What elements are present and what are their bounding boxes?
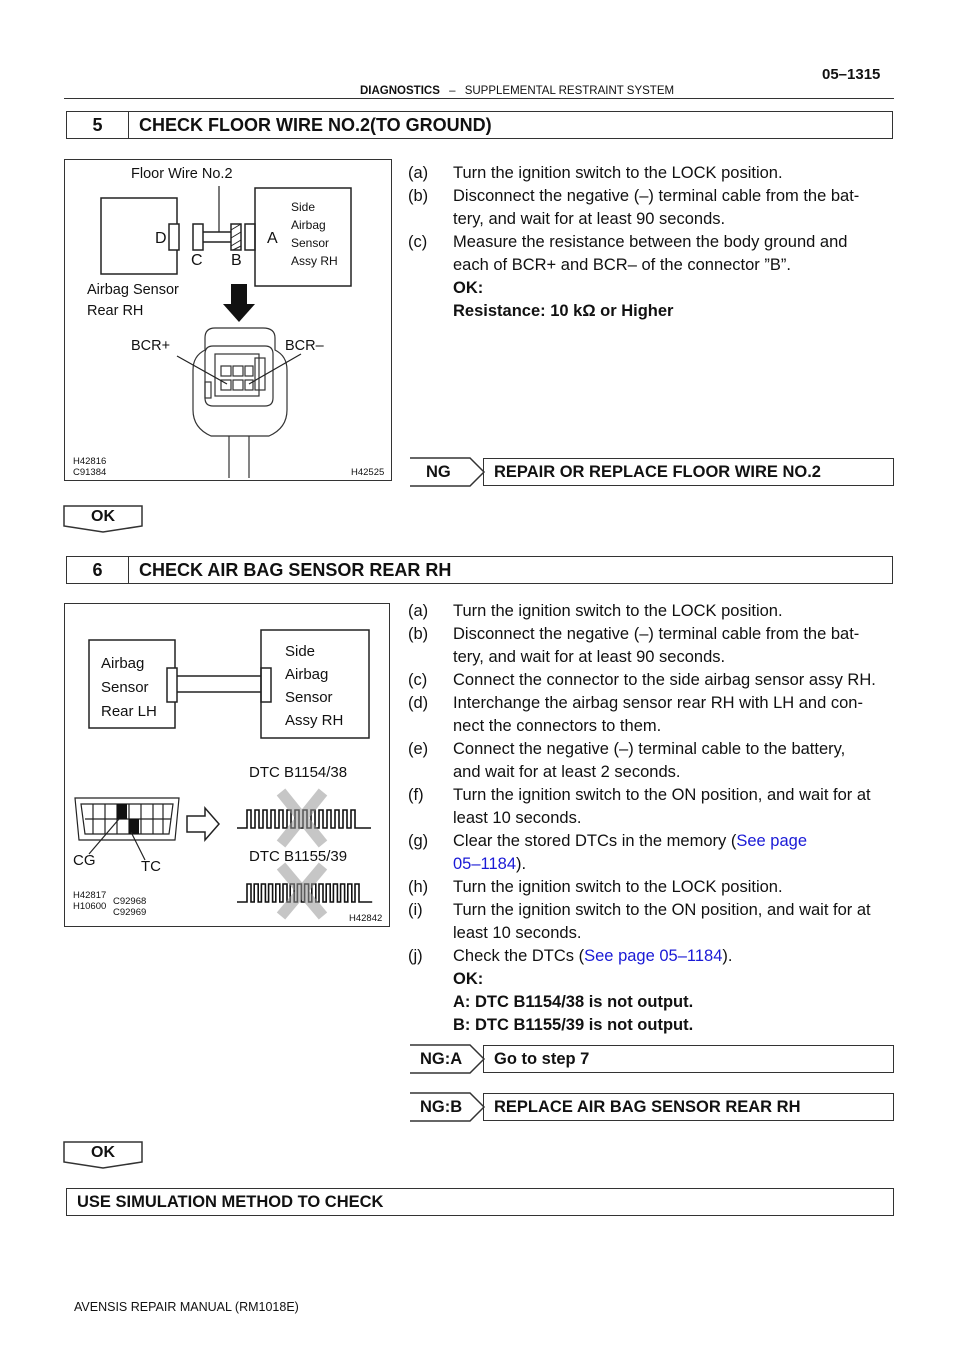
- instruction-item: [408, 669, 895, 692]
- manual-footer: AVENSIS REPAIR MANUAL (RM1018E): [74, 1300, 299, 1314]
- ng-arrow-icon: [410, 456, 486, 488]
- figure-code-right: H42842: [349, 913, 383, 924]
- side-airbag-line2: Airbag: [291, 218, 326, 232]
- item-label: (c): [408, 671, 428, 689]
- step-5-ok: [408, 277, 895, 323]
- item-text-continued: tery, and wait for at least 90 seconds.: [453, 210, 726, 228]
- step-5-figure: [64, 159, 392, 481]
- figure-codes-left: [73, 890, 106, 912]
- cg-terminal-label: CG: [73, 852, 96, 869]
- instruction-item: [408, 738, 895, 784]
- see-page-link[interactable]: See page 05–1184: [584, 947, 723, 965]
- lh-line1: Airbag: [101, 655, 145, 672]
- step-number: 5: [67, 112, 129, 138]
- item-text-end: ).: [722, 947, 733, 965]
- item-label: (g): [408, 832, 429, 850]
- item-text: Check the DTCs (: [453, 947, 585, 965]
- item-label: (a): [408, 164, 429, 182]
- item-label: (b): [408, 625, 429, 643]
- step-5-header: [66, 111, 893, 139]
- item-text: Turn the ignition switch to the LOCK position.: [453, 602, 783, 620]
- ok-criterion-a: A: DTC B1154/38 is not output.: [453, 993, 694, 1011]
- step-6-list-2: [408, 876, 895, 945]
- ok-label: OK:: [453, 279, 484, 297]
- dtc2-label: DTC B1155/39: [249, 848, 348, 865]
- bcr-plus-label: BCR+: [131, 338, 171, 354]
- rh-line1: Side: [285, 643, 316, 660]
- figure-code: H42816: [73, 456, 107, 467]
- side-airbag-sensor-label: [291, 198, 338, 270]
- step-6-item-g: [408, 830, 895, 876]
- ok-label: OK:: [453, 970, 484, 988]
- ok-button-label: OK: [91, 1144, 115, 1161]
- see-page-link[interactable]: See page: [736, 832, 807, 850]
- instruction-item: [408, 876, 895, 899]
- subsection-name: SUPPLEMENTAL RESTRAINT SYSTEM: [464, 85, 675, 97]
- item-text: Clear the stored DTCs in the memory (: [453, 832, 737, 850]
- bcr-minus-label: BCR–: [285, 338, 324, 354]
- ngb-action-box: REPLACE AIR BAG SENSOR REAR RH: [483, 1093, 894, 1121]
- step-6-header: [66, 556, 893, 584]
- step-6-list: [408, 600, 895, 830]
- figure-code: C91384: [73, 467, 107, 478]
- item-label: (d): [408, 694, 429, 712]
- figure-codes-mid: [113, 896, 146, 918]
- step-5-list: [408, 162, 895, 277]
- nga-action-box: Go to step 7: [483, 1045, 894, 1073]
- step-6-ok: [408, 968, 895, 1037]
- item-label: (e): [408, 740, 429, 758]
- rh-line4: Assy RH: [285, 712, 344, 729]
- item-text: Turn the ignition switch to the LOCK position.: [453, 878, 783, 896]
- step-title: CHECK FLOOR WIRE NO.2(TO GROUND): [139, 115, 492, 135]
- rh-line2: Airbag: [285, 666, 329, 683]
- section-separator: –: [449, 85, 456, 97]
- item-text: Disconnect the negative (–) terminal cable from the bat-: [453, 187, 860, 205]
- rh-line3: Sensor: [285, 689, 333, 706]
- final-action-box: USE SIMULATION METHOD TO CHECK: [66, 1188, 894, 1216]
- page-ref-link[interactable]: 05–1184: [453, 855, 517, 873]
- item-text: Turn the ignition switch to the ON position, and wait for at: [453, 786, 871, 804]
- figure-code: C92969: [113, 907, 147, 918]
- floor-wire-label: Floor Wire No.2: [131, 166, 233, 182]
- connector-body-drawing: [193, 328, 287, 478]
- figure-code: C92968: [113, 896, 147, 907]
- instruction-item: [408, 600, 895, 623]
- instruction-item: [408, 899, 895, 945]
- step-title: CHECK AIR BAG SENSOR REAR RH: [139, 560, 452, 580]
- connector-a-label: A: [267, 230, 278, 247]
- instruction-item: [408, 692, 895, 738]
- ng-action-box: REPAIR OR REPLACE FLOOR WIRE NO.2: [483, 458, 894, 486]
- ok-criterion-b: B: DTC B1155/39 is not output.: [453, 1016, 694, 1034]
- side-airbag-line3: Sensor: [291, 236, 330, 250]
- ngb-tag: NG:B: [420, 1098, 463, 1116]
- ok-criterion: Resistance: 10 kΩ or Higher: [453, 302, 674, 320]
- item-text: Interchange the airbag sensor rear RH with LH and con-: [453, 694, 863, 712]
- ok-button-label: OK: [91, 508, 115, 525]
- tc-terminal-label: TC: [141, 858, 161, 875]
- connector-c-label: C: [191, 252, 203, 269]
- airbag-rear-line2: Rear RH: [87, 303, 144, 319]
- item-label: (j): [408, 947, 423, 965]
- item-label: (c): [408, 233, 428, 251]
- airbag-sensor-rear-rh-label: [87, 280, 179, 322]
- step-6-item-j: [408, 945, 895, 968]
- dtc1-label: DTC B1154/38: [249, 764, 348, 781]
- item-label: (h): [408, 878, 429, 896]
- figure-code-right: H42525: [351, 467, 385, 478]
- section-name: DIAGNOSTICS: [360, 85, 440, 97]
- side-airbag-line1: Side: [291, 200, 316, 214]
- item-label: (b): [408, 187, 429, 205]
- item-text: Turn the ignition switch to the ON position, and wait for at: [453, 901, 871, 919]
- item-text-continued: least 10 seconds.: [453, 924, 582, 942]
- step-6-instructions: [408, 600, 895, 1037]
- item-label: (i): [408, 901, 423, 919]
- airbag-sensor-rear-lh-label: [101, 652, 157, 724]
- figure-code: H42817: [73, 890, 107, 901]
- item-text-continued: and wait for at least 2 seconds.: [453, 763, 681, 781]
- lh-line3: Rear LH: [101, 703, 157, 720]
- figure-code: H10600: [73, 901, 107, 912]
- connector-b-label: B: [231, 252, 242, 269]
- side-airbag-line4: Assy RH: [291, 254, 338, 268]
- instruction-item: [408, 162, 895, 185]
- item-text-continued: tery, and wait for at least 90 seconds.: [453, 648, 726, 666]
- header-rule: [64, 98, 894, 99]
- item-text-continued: each of BCR+ and BCR– of the connector ”B”.: [453, 256, 791, 274]
- figure-codes-left: [73, 456, 106, 478]
- side-airbag-sensor-assy-label: [285, 640, 343, 732]
- airbag-rear-line1: Airbag Sensor: [87, 282, 179, 298]
- section-header: [360, 85, 674, 97]
- item-text-end: ).: [516, 855, 527, 873]
- item-text: Connect the negative (–) terminal cable to the battery,: [453, 740, 846, 758]
- item-text: Disconnect the negative (–) terminal cable from the bat-: [453, 625, 860, 643]
- instruction-item: [408, 185, 895, 231]
- item-text: Connect the connector to the side airbag sensor assy RH.: [453, 671, 876, 689]
- step-5-instructions: [408, 162, 895, 323]
- connector-d-label: D: [155, 230, 167, 247]
- step-number: 6: [67, 557, 129, 583]
- step-6-figure: [64, 603, 390, 927]
- ng-tag: NG: [426, 463, 451, 481]
- item-label: (a): [408, 602, 429, 620]
- instruction-item: [408, 623, 895, 669]
- item-text-continued: nect the connectors to them.: [453, 717, 662, 735]
- item-text: Turn the ignition switch to the LOCK position.: [453, 164, 783, 182]
- instruction-item: [408, 784, 895, 830]
- page-number: 05–1315: [822, 66, 881, 83]
- item-text: Measure the resistance between the body ground and: [453, 233, 848, 251]
- nga-tag: NG:A: [420, 1050, 463, 1068]
- item-text-continued: least 10 seconds.: [453, 809, 582, 827]
- lh-line2: Sensor: [101, 679, 149, 696]
- instruction-item: [408, 231, 895, 277]
- item-label: (f): [408, 786, 424, 804]
